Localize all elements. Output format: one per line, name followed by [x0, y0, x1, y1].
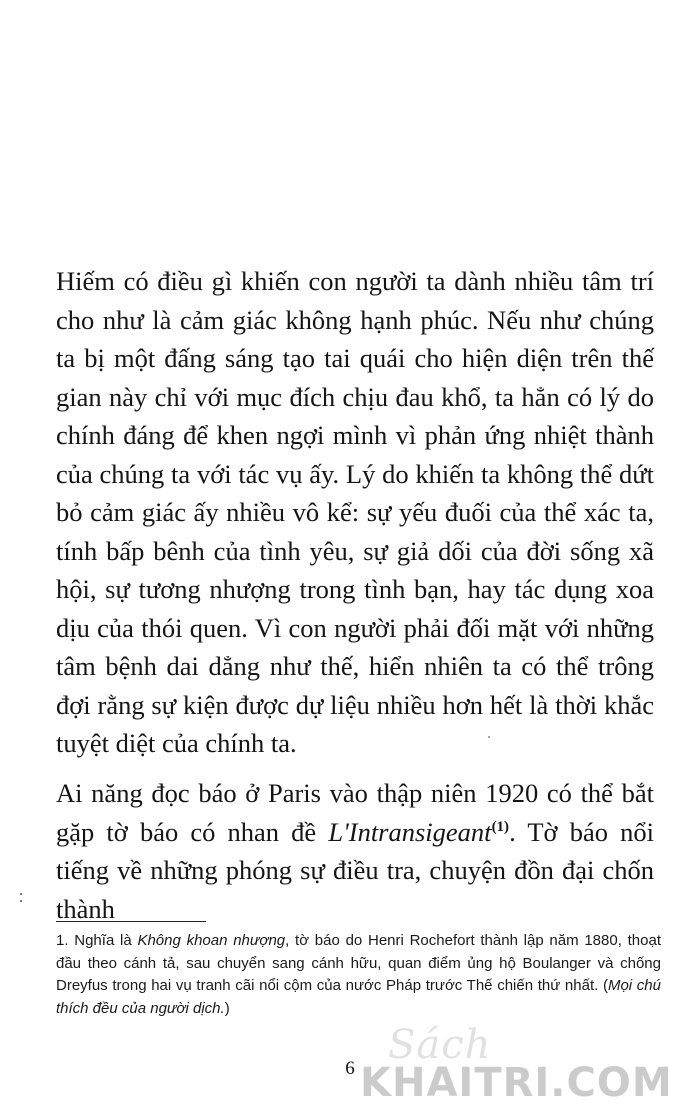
scan-speck [20, 893, 22, 895]
footnote-translator-note: Mọi chú thích đều của người dịch. [56, 977, 661, 1017]
paragraph-2-text-start: Ai năng đọc báo ở Paris vào thập niên 1920 có thể bắt gặp tờ báo có nhan đề [56, 778, 654, 847]
newspaper-title: L'Intransigeant [328, 816, 492, 847]
footnote-term: Không khoan nhượng [137, 932, 286, 949]
footnote [56, 930, 661, 1020]
scan-speck [20, 900, 22, 902]
page-number: 6 [345, 1058, 355, 1079]
footnote-close: ) [224, 999, 230, 1017]
footnote-text: , tờ báo do Henri Rochefort thành lập năm 1880, thoạt đầu theo cánh tả, sau chuyển sang cánh hữu, quan điểm ủng hộ Boulanger và chống Dreyfus trong hai vụ tranh cãi nổi cộm của nước Pháp trước Thế chiến thứ nhất. ( [56, 932, 661, 994]
footnote-marker: (1) [491, 818, 510, 835]
watermark-script: Sách [388, 1022, 492, 1068]
scan-speck [488, 736, 490, 738]
watermark-brand: KHAITRI.COM [360, 1060, 673, 1106]
body-paragraph-2 [56, 774, 654, 928]
footnote-divider [56, 921, 206, 922]
footnote-number: 1. Nghĩa là [56, 932, 138, 949]
paragraph-2-text-end: . Tờ báo nổi tiếng về những phóng sự điều tra, chuyện đồn đại chốn thành [56, 816, 654, 924]
body-paragraph-1: Hiếm có điều gì khiến con người ta dành nhiều tâm trí cho như là cảm giác không hạnh phúc. Nếu như chúng ta bị một đấng sáng tạo tai quái cho hiện diện trên thế gian này chỉ với mục đích chịu đau khổ, ta hẳn có lý do chính đáng để khen ngợi mình vì phản ứng nhiệt thành của chúng ta với tác vụ ấy. Lý do khiến ta không thể dứt bỏ cảm giác ấy nhiều vô kể: sự yếu đuối của thể xác ta, tính bấp bênh của tình yêu, sự giả dối của đời sống xã hội, sự tương nhượng trong tình bạn, hay tác dụng xoa dịu của thói quen. Vì con người phải đối mặt với những tâm bệnh dai dẳng như thế, hiển nhiên ta có thể trông đợi rằng sự kiện được dự liệu nhiều hơn hết là thời khắc tuyệt diệt của chính ta. [56, 266, 654, 758]
